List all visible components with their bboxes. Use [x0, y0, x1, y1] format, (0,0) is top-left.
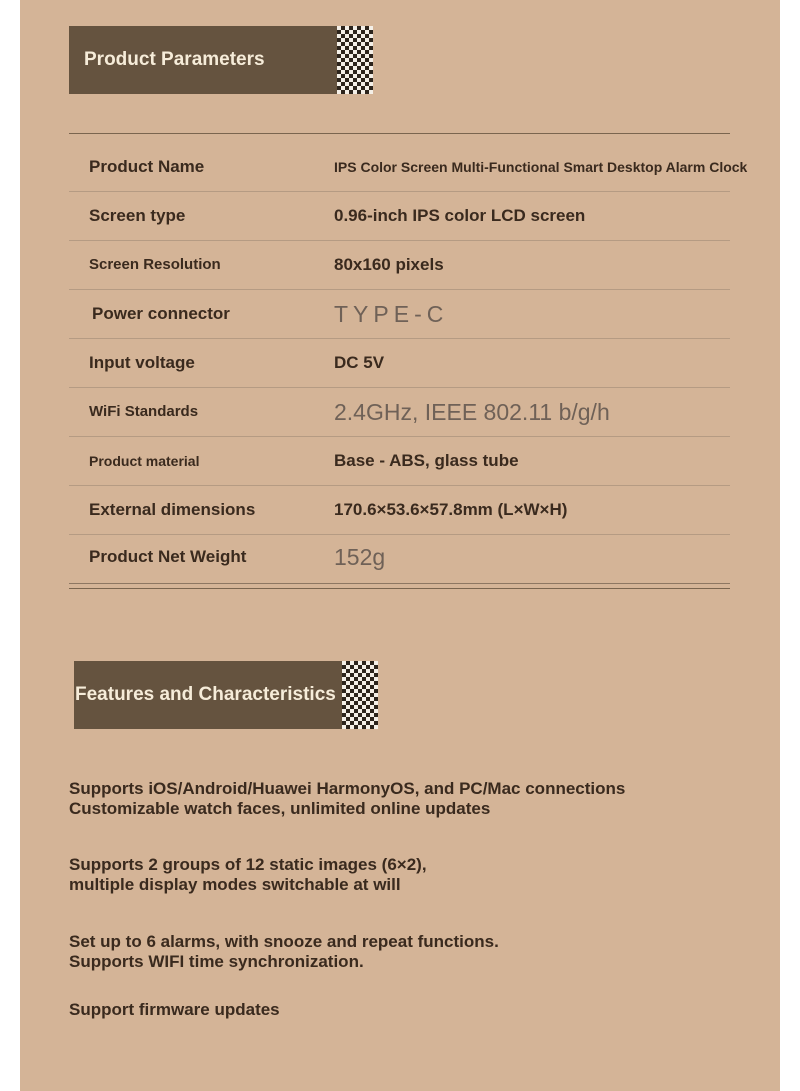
param-label: Screen Resolution: [89, 256, 221, 273]
feature-line: Supports iOS/Android/Huawei HarmonyOS, and PC/Mac connections: [69, 779, 626, 798]
param-value: 170.6×53.6×57.8mm (L×W×H): [334, 500, 568, 519]
param-value: IPS Color Screen Multi-Functional Smart Desktop Alarm Clock: [334, 159, 748, 175]
table-row: [69, 533, 730, 581]
param-label: Input voltage: [89, 353, 195, 372]
param-label: Product Net Weight: [89, 547, 247, 566]
param-label: External dimensions: [89, 500, 256, 519]
feature-item: [69, 1000, 280, 1020]
table-row: [69, 241, 730, 290]
table-row: [69, 143, 748, 192]
table-row: [69, 486, 730, 535]
param-value: 80x160 pixels: [334, 255, 444, 274]
table-bottom-rule: [69, 583, 730, 584]
table-top-rule: [69, 133, 730, 134]
checker-pattern: [337, 26, 373, 94]
features-title: Features and Characteristics: [75, 684, 336, 705]
table-row: [69, 290, 730, 339]
feature-item: [69, 779, 625, 819]
param-value: TYPE-C: [334, 301, 449, 327]
param-value: DC 5V: [334, 353, 385, 372]
param-value: 0.96-inch IPS color LCD screen: [334, 206, 586, 225]
feature-line: multiple display modes switchable at will: [69, 875, 401, 894]
param-label: Screen type: [89, 206, 186, 225]
param-label: WiFi Standards: [89, 403, 199, 420]
param-value: 152g: [334, 544, 386, 570]
table-bottom-rule-double: [69, 588, 730, 589]
table-row: [69, 192, 730, 241]
features-banner: [74, 661, 378, 729]
feature-line: Supports WIFI time synchronization.: [69, 952, 364, 971]
feature-line: Customizable watch faces, unlimited online updates: [69, 799, 491, 818]
param-value: Base - ABS, glass tube: [334, 451, 519, 470]
feature-line: Set up to 6 alarms, with snooze and repeat functions.: [69, 932, 499, 951]
feature-item: [69, 855, 427, 895]
table-row: [69, 388, 730, 437]
checker-pattern: [342, 661, 378, 729]
param-label: Product material: [89, 453, 200, 469]
param-label: Power connector: [92, 304, 230, 323]
parameters-title: Product Parameters: [84, 49, 265, 70]
param-label: Product Name: [89, 157, 205, 176]
table-row: [69, 339, 730, 388]
parameters-banner: [69, 26, 373, 94]
param-value: 2.4GHz, IEEE 802.11 b/g/h: [334, 399, 610, 425]
feature-item: [69, 932, 499, 972]
feature-line: Support firmware updates: [69, 1000, 280, 1019]
table-row: [69, 437, 730, 486]
feature-line: Supports 2 groups of 12 static images (6×2),: [69, 855, 427, 874]
